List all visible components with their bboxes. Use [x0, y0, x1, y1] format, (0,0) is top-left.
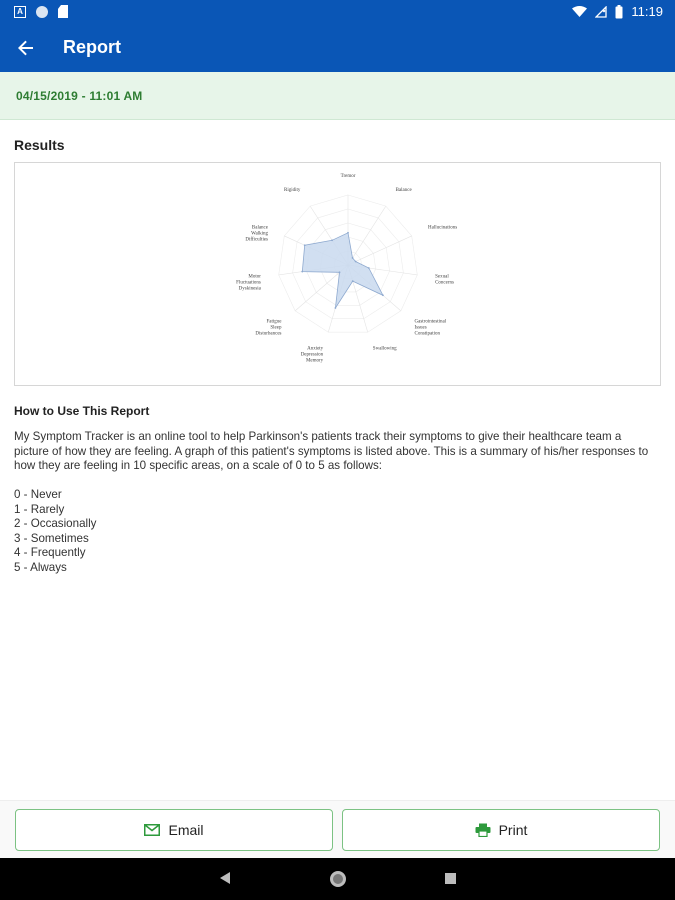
- radar-axis-label: Gastrointestinal Issues Constipation: [414, 319, 447, 337]
- radar-data-point: [334, 307, 336, 309]
- radar-axis-label: Anxiety Depression Memory: [300, 346, 324, 364]
- status-bar: [0, 0, 675, 24]
- status-time: 11:19: [631, 4, 663, 19]
- radar-axis-label: Balance: [395, 188, 412, 193]
- scale-list: [14, 488, 96, 576]
- radar-axis-label: Fatigue Sleep Disturbances: [255, 319, 282, 337]
- scale-item: 2 - Occasionally: [14, 517, 97, 531]
- printer-icon: [475, 823, 491, 837]
- radar-axis-label: Hallucinations: [428, 225, 458, 231]
- nav-back-button[interactable]: [219, 871, 231, 885]
- back-button[interactable]: [14, 36, 38, 60]
- nav-home-button[interactable]: [330, 871, 346, 887]
- radar-data-point: [301, 271, 303, 273]
- circle-notification-icon: [36, 6, 48, 18]
- app-bar: [0, 24, 675, 72]
- date-banner: [0, 72, 675, 120]
- action-footer: [0, 800, 675, 858]
- radar-chart: [15, 163, 660, 385]
- battery-icon: [615, 5, 623, 19]
- scale-item: 5 - Always: [14, 560, 67, 574]
- howto-body: My Symptom Tracker is an online tool to help Parkinson's patients track their symptoms to give their healthcare team a picture of how they are feeling. A graph of this patient's symptoms is listed above. This is a summary of his/her responses to how they are feeling in 10 specific areas, on a scale of 0 to 5 as follows:: [14, 430, 649, 473]
- radar-data-point: [304, 244, 306, 246]
- radar-data-point: [352, 280, 354, 282]
- chart-container: [14, 162, 661, 386]
- wifi-icon: [572, 6, 587, 18]
- envelope-icon: [144, 824, 160, 836]
- radar-axis-label: Balance Walking Difficulties: [245, 225, 268, 243]
- system-nav-bar: [0, 858, 675, 900]
- print-button[interactable]: [342, 809, 660, 851]
- radar-axis-label: Swallowing: [372, 346, 397, 352]
- file-notification-icon: [58, 5, 68, 18]
- scale-item: 4 - Frequently: [14, 546, 86, 560]
- radar-axis-label: Rigidity: [283, 188, 301, 193]
- radar-axis-label: Sexual Concerns: [435, 274, 454, 286]
- radar-axis-label: Motor Fluctuations Dyskinesia: [236, 274, 261, 292]
- radar-data-point: [368, 267, 370, 269]
- page-title: Report: [63, 37, 121, 57]
- report-date: 04/15/2019 - 11:01 AM: [16, 89, 143, 103]
- radar-data-point: [331, 239, 333, 241]
- scale-item: 1 - Rarely: [14, 502, 65, 516]
- no-signal-icon: [595, 6, 607, 18]
- radar-data-point: [347, 232, 349, 234]
- scale-item: 0 - Never: [14, 488, 62, 501]
- radar-data-point: [382, 294, 384, 296]
- radar-data-area: [302, 233, 383, 308]
- a-notification-icon: A: [14, 6, 26, 18]
- howto-title: How to Use This Report: [14, 404, 150, 418]
- radar-data-point: [355, 261, 357, 263]
- radar-data-point: [339, 271, 341, 273]
- scale-item: 3 - Sometimes: [14, 531, 89, 545]
- nav-recents-button[interactable]: [445, 873, 456, 884]
- arrow-left-icon: [14, 36, 38, 60]
- email-button[interactable]: [15, 809, 333, 851]
- email-button-label: Email: [168, 822, 204, 838]
- radar-data-point: [352, 257, 354, 259]
- results-title: Results: [14, 137, 65, 153]
- print-button-label: Print: [498, 822, 528, 838]
- radar-axis-label: Tremor: [340, 174, 356, 179]
